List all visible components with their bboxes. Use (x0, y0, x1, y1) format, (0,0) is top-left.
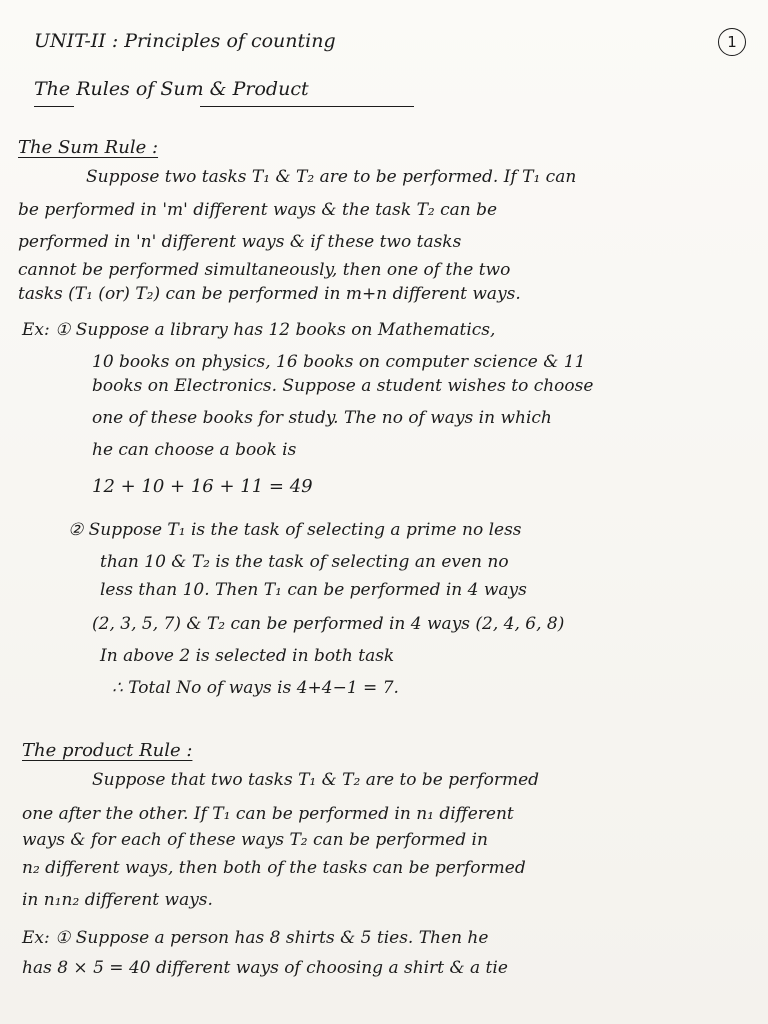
example2-line: (2, 3, 5, 7) & T₂ can be performed in 4 ways (2, 4, 6, 8) (92, 614, 565, 634)
product-rule-heading: The product Rule : (22, 740, 193, 761)
example2-line: ② Suppose T₁ is the task of selecting a prime no less (68, 520, 522, 540)
example3-line: Ex: ① Suppose a person has 8 shirts & 5 ties. Then he (22, 928, 489, 948)
sum-rule-line: Suppose two tasks T₁ & T₂ are to be performed. If T₁ can (86, 167, 577, 187)
product-rule-line: one after the other. If T₁ can be performed in n₁ different (22, 804, 514, 824)
product-rule-line: ways & for each of these ways T₂ can be performed in (22, 830, 488, 850)
example2-conclusion: ∴ Total No of ways is 4+4−1 = 7. (112, 678, 399, 698)
example1-line: Ex: ① Suppose a library has 12 books on Mathematics, (22, 320, 496, 340)
page-number: 1 (718, 28, 746, 56)
sum-rule-heading: The Sum Rule : (18, 137, 159, 158)
example2-line: less than 10. Then T₁ can be performed in 4 ways (100, 580, 527, 600)
product-rule-line: n₂ different ways, then both of the tasks can be performed (22, 858, 526, 878)
sum-rule-line: cannot be performed simultaneously, then one of the two (18, 260, 511, 280)
example2-line: In above 2 is selected in both task (100, 646, 395, 666)
sum-rule-line: performed in 'n' different ways & if these two tasks (18, 232, 462, 252)
unit-title: UNIT-II : Principles of counting (34, 30, 336, 52)
example2-line: than 10 & T₂ is the task of selecting an even no (100, 552, 509, 572)
example1-line: books on Electronics. Suppose a student wishes to choose (92, 376, 594, 396)
example3-line: has 8 × 5 = 40 different ways of choosing a shirt & a tie (22, 958, 508, 978)
page-subtitle: The Rules of Sum & Product (34, 78, 309, 100)
subtitle-underline-2 (200, 106, 414, 107)
example1-line: one of these books for study. The no of ways in which (92, 408, 552, 428)
example1-equation: 12 + 10 + 16 + 11 = 49 (92, 476, 313, 497)
product-rule-line: Suppose that two tasks T₁ & T₂ are to be performed (92, 770, 540, 790)
product-rule-line: in n₁n₂ different ways. (22, 890, 213, 910)
subtitle-underline-1 (34, 106, 74, 107)
sum-rule-line: be performed in 'm' different ways & the task T₂ can be (18, 200, 498, 220)
sum-rule-line: tasks (T₁ (or) T₂) can be performed in m+n different ways. (18, 284, 521, 304)
example1-line: he can choose a book is (92, 440, 297, 460)
example1-line: 10 books on physics, 16 books on computer science & 11 (92, 352, 586, 372)
